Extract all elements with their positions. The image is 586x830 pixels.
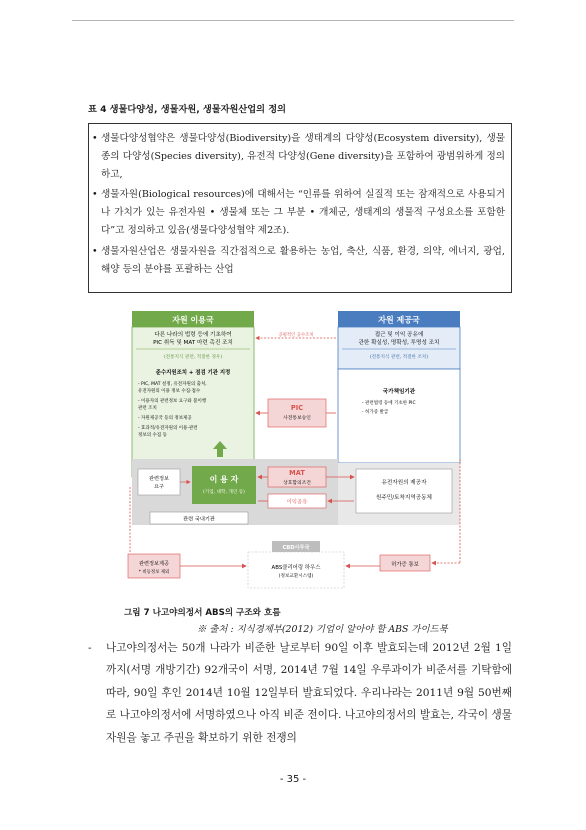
abs-house-line2: (정보교환시스템) (278, 574, 314, 579)
provider-line2: 원주민/토착지역공동체 (376, 495, 432, 501)
abs-flow-diagram (122, 309, 468, 599)
info-request-box (138, 469, 180, 495)
info-provide-line2: * 비등정보 제외 (138, 570, 170, 575)
paragraph-dash: - (88, 642, 92, 654)
provider-country-header: 자원 제공국 (378, 315, 420, 325)
definition-text: 생물자원(Biological resources)에 대해서는 “인류를 위하여 실질적 또는 잠재적으로 사용되거나 가치가 있는 유전자원 • 생물체 또는 그 부분 • 개체군, 생태계의 생물적 구성요소를 포함한다”고 정의하고 있음(생물다양성협약 제2조). (101, 189, 505, 236)
compliance-item: 유전자원의 이용 정보 수집·접수 (138, 389, 201, 394)
abs-house-line1: ABS클리어링 하우스 (271, 565, 321, 571)
provider-box-line2: 관한 확실성, 명확성, 투명성 조치 (358, 340, 440, 346)
definition-item-biodiversity (92, 130, 505, 184)
pic-sub: 사전통보승인 (283, 416, 311, 421)
user-box-line2: PIC 취득 및 MAT 마련 촉진 조치 (153, 340, 233, 346)
cbd-label: CBD사무국 (282, 545, 310, 551)
domestic-agency-label: 관련 국내기관 (183, 516, 215, 523)
compliance-item: - 자원제공국 등의 정보제공 (138, 416, 192, 421)
bullet: • (92, 246, 98, 257)
pic-label: PIC (290, 404, 304, 412)
info-request-line1: 관련정보 (148, 476, 170, 482)
fair-sharing-label: 공평적인 공수조치 (278, 333, 314, 338)
national-focal-item: - 허가증 발급 (362, 410, 389, 415)
definition-text: 생물다양성협약은 생물다양성(Biodiversity)을 생태계의 다양성(Ecosystem diversity), 생물종의 다양성(Species diversity), 유전적 다양성(Gene diversity)을 포함하여 광범위하게 정의하고, (101, 133, 505, 180)
user-box-note: (전통지식 관련, 적절한 경우) (163, 355, 223, 360)
provider-line1: 유전자원의 제공자 (381, 480, 427, 486)
compliance-item: - 이용자의 관련정보 요구와 불이행 (138, 399, 207, 404)
figure-caption: 그림 7 나고야의정서 ABS의 구조와 흐름 (124, 608, 281, 618)
compliance-item: 관련 조치 (138, 406, 157, 411)
national-focal-item: - 관련법령 등에 기초한 PIC (362, 401, 416, 406)
bullet: • (92, 133, 98, 144)
benefit-sharing-label: 이익공유 (286, 499, 308, 506)
national-focal-panel (338, 369, 460, 463)
compliance-item: - 효과적/유전자원의 이용·관련 (138, 426, 198, 431)
top-rule (72, 20, 514, 21)
provider-box-line1: 접근 및 이익 공유에 (374, 332, 424, 338)
compliance-item: 정보의 수집 등 (138, 433, 167, 438)
user-sub: (기업, 대학, 개인 등) (203, 490, 245, 495)
info-provide-line1: 관련정보제공 (138, 561, 170, 567)
definition-item-bioindustry (92, 243, 505, 279)
national-focal-title: 국가책임기관 (382, 389, 416, 395)
info-request-line2: 요구 (153, 484, 165, 490)
table-caption: 표 4 생물다양성, 생물자원, 생물자원산업의 정의 (88, 104, 286, 115)
definition-box (88, 123, 512, 293)
user-title: 이 용 자 (209, 475, 239, 484)
user-box-line1: 다른 나라의 법령 등에 기초하여 (154, 332, 232, 338)
page-number: - 35 - (279, 774, 307, 785)
definition-text: 생물자원산업은 생물자원을 직간접적으로 활용하는 농업, 축산, 식품, 환경, 의약, 에너지, 광업, 해양 등의 분야를 포괄하는 산업 (101, 246, 505, 275)
user-box (192, 466, 256, 504)
user-country-header: 자원 이용국 (172, 315, 214, 325)
mat-sub: 상호합의조건 (283, 481, 311, 486)
figure-source: ※ 출처 : 지식경제부(2012) 기업이 알아야 할 ABS 가이드북 (197, 624, 448, 635)
provider-box-note: (전통지식 관련, 적절한 조치) (369, 355, 429, 360)
definition-item-bioresources (92, 186, 505, 240)
body-paragraph-text: 나고야의정서는 50개 나라가 비준한 날로부터 90일 이후 발효되는데 2012년 2월 1일까지(서명 개방기간) 92개국이 서명, 2014년 7월 14일 우루과이가 비준서를 기탁함에 따라, 90일 후인 2014년 10월 12일부터 발효되었다. 우리나라는 2011년 9월 50번째로 나고야의정서에 서명하였으나 아직 비준 전이다. 나고야의정서의 발효는, 각국이 생물자원을 놓고 주권을 확보하기 위한 전쟁의 (106, 642, 512, 744)
permit-notice-label: 허가증 통보 (391, 562, 419, 568)
provider-box (356, 469, 452, 513)
bullet: • (92, 189, 98, 200)
mat-label: MAT (289, 469, 305, 477)
compliance-item: - PIC, MAT 설정, 유전자원의 출처, (138, 382, 207, 387)
compliance-title: 준수지원조치 + 점검 기관 지정 (155, 370, 231, 376)
